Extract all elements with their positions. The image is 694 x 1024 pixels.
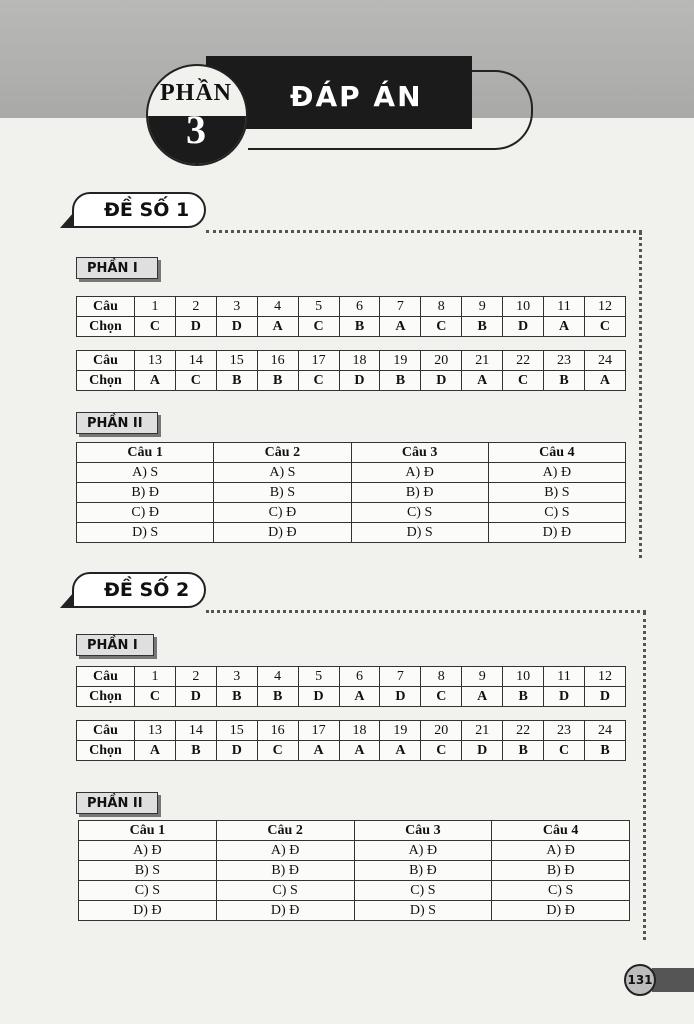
- table-row: [79, 841, 630, 861]
- answer-cell: B: [380, 371, 421, 391]
- truefalse-cell: B) S: [214, 483, 351, 503]
- answer-cell: A: [257, 317, 298, 337]
- truefalse-cell: A) S: [77, 463, 214, 483]
- answer-cell: D: [380, 687, 421, 707]
- question-number-cell: 6: [339, 667, 380, 687]
- answer-cell: A: [544, 317, 585, 337]
- answer-cell: C: [544, 741, 585, 761]
- answer-cell: B: [462, 317, 503, 337]
- section-2-border-right: [643, 612, 646, 940]
- table-row: [77, 371, 626, 391]
- truefalse-cell: C) S: [351, 503, 488, 523]
- question-number-cell: 5: [298, 297, 339, 317]
- question-number-cell: 13: [135, 721, 176, 741]
- truefalse-cell: D) Đ: [216, 901, 354, 921]
- answer-cell: D: [216, 317, 257, 337]
- truefalse-cell: C) S: [79, 881, 217, 901]
- question-number-cell: 12: [584, 297, 625, 317]
- question-number-cell: 1: [135, 297, 176, 317]
- question-number-cell: 23: [544, 351, 585, 371]
- question-number-cell: 24: [584, 351, 625, 371]
- answer-cell: D: [298, 687, 339, 707]
- row-header-question: Câu: [77, 297, 135, 317]
- truefalse-cell: D) Đ: [214, 523, 351, 543]
- answer-cell: D: [584, 687, 625, 707]
- table-header-row: [79, 821, 630, 841]
- answer-cell: C: [421, 317, 462, 337]
- table-row: [77, 317, 626, 337]
- table-row: [77, 721, 626, 741]
- truefalse-cell: C) Đ: [214, 503, 351, 523]
- table-row: [77, 687, 626, 707]
- section-2-part2-label: PHẦN II: [76, 792, 158, 814]
- column-header: Câu 3: [351, 443, 488, 463]
- question-number-cell: 10: [503, 297, 544, 317]
- question-number-cell: 8: [421, 297, 462, 317]
- truefalse-cell: A) Đ: [488, 463, 625, 483]
- answer-cell: A: [135, 741, 176, 761]
- table-row: [79, 881, 630, 901]
- question-number-cell: 3: [216, 297, 257, 317]
- page-number: 131: [624, 964, 656, 996]
- truefalse-cell: D) S: [351, 523, 488, 543]
- answer-cell: A: [584, 371, 625, 391]
- truefalse-cell: C) Đ: [77, 503, 214, 523]
- column-header: Câu 2: [214, 443, 351, 463]
- question-number-cell: 7: [380, 297, 421, 317]
- column-header: Câu 4: [488, 443, 625, 463]
- question-number-cell: 18: [339, 721, 380, 741]
- answer-cell: B: [257, 687, 298, 707]
- truefalse-cell: B) S: [488, 483, 625, 503]
- answer-cell: B: [216, 371, 257, 391]
- column-header: Câu 1: [77, 443, 214, 463]
- answer-cell: A: [462, 371, 503, 391]
- question-number-cell: 9: [462, 667, 503, 687]
- question-number-cell: 12: [584, 667, 625, 687]
- question-number-cell: 17: [298, 721, 339, 741]
- truefalse-cell: C) S: [216, 881, 354, 901]
- question-number-cell: 23: [544, 721, 585, 741]
- part-badge-number: 3: [186, 107, 206, 152]
- answer-cell: B: [175, 741, 216, 761]
- question-number-cell: 16: [257, 721, 298, 741]
- answer-cell: B: [584, 741, 625, 761]
- answer-cell: B: [257, 371, 298, 391]
- question-number-cell: 17: [298, 351, 339, 371]
- section-1-border-right: [639, 232, 642, 558]
- part-badge-label: PHẦN: [160, 80, 232, 106]
- row-header-choice: Chọn: [77, 371, 135, 391]
- answer-cell: D: [339, 371, 380, 391]
- row-header-choice: Chọn: [77, 317, 135, 337]
- truefalse-cell: C) S: [488, 503, 625, 523]
- truefalse-cell: A) Đ: [216, 841, 354, 861]
- question-number-cell: 18: [339, 351, 380, 371]
- section-1-answer-table-1: [76, 296, 626, 337]
- truefalse-cell: D) S: [354, 901, 492, 921]
- section-1-part2-label: PHẦN II: [76, 412, 158, 434]
- truefalse-cell: A) Đ: [79, 841, 217, 861]
- question-number-cell: 14: [175, 351, 216, 371]
- question-number-cell: 8: [421, 667, 462, 687]
- row-header-choice: Chọn: [77, 741, 135, 761]
- section-1-title: ĐỀ SỐ 1: [72, 192, 206, 228]
- page-title: ĐÁP ÁN: [290, 80, 423, 113]
- section-2-answer-table-1: [76, 666, 626, 707]
- table-row: [77, 741, 626, 761]
- answer-cell: C: [503, 371, 544, 391]
- answer-cell: C: [257, 741, 298, 761]
- table-row: [79, 861, 630, 881]
- truefalse-cell: A) Đ: [354, 841, 492, 861]
- question-number-cell: 16: [257, 351, 298, 371]
- table-row: [79, 901, 630, 921]
- table-row: [77, 351, 626, 371]
- section-1-answer-table-2: [76, 350, 626, 391]
- answer-cell: B: [216, 687, 257, 707]
- page-number-bar: [652, 968, 694, 992]
- answer-cell: A: [462, 687, 503, 707]
- answer-cell: C: [421, 687, 462, 707]
- answer-cell: D: [175, 317, 216, 337]
- section-1-truefalse-table: [76, 442, 626, 543]
- question-number-cell: 5: [298, 667, 339, 687]
- section-2-border-top: [206, 610, 646, 613]
- question-number-cell: 10: [503, 667, 544, 687]
- answer-cell: B: [503, 741, 544, 761]
- question-number-cell: 15: [216, 351, 257, 371]
- table-row: [77, 483, 626, 503]
- question-number-cell: 7: [380, 667, 421, 687]
- column-header: Câu 4: [492, 821, 630, 841]
- answer-cell: C: [175, 371, 216, 391]
- answer-cell: A: [339, 687, 380, 707]
- truefalse-cell: D) S: [77, 523, 214, 543]
- answer-cell: A: [380, 317, 421, 337]
- answer-cell: C: [584, 317, 625, 337]
- truefalse-cell: C) S: [354, 881, 492, 901]
- question-number-cell: 11: [544, 297, 585, 317]
- truefalse-cell: B) Đ: [77, 483, 214, 503]
- question-number-cell: 14: [175, 721, 216, 741]
- question-number-cell: 19: [380, 351, 421, 371]
- section-2-title: ĐỀ SỐ 2: [72, 572, 206, 608]
- row-header-question: Câu: [77, 667, 135, 687]
- table-header-row: [77, 443, 626, 463]
- section-2-part1-label: PHẦN I: [76, 634, 154, 656]
- section-1-border-top: [206, 230, 642, 233]
- answer-cell: D: [175, 687, 216, 707]
- answer-cell: C: [421, 741, 462, 761]
- question-number-cell: 19: [380, 721, 421, 741]
- question-number-cell: 9: [462, 297, 503, 317]
- truefalse-cell: D) Đ: [492, 901, 630, 921]
- truefalse-cell: B) Đ: [492, 861, 630, 881]
- answer-cell: D: [216, 741, 257, 761]
- table-row: [77, 463, 626, 483]
- question-number-cell: 20: [421, 721, 462, 741]
- answer-cell: C: [135, 317, 176, 337]
- answer-cell: C: [298, 317, 339, 337]
- column-header: Câu 2: [216, 821, 354, 841]
- table-row: [77, 503, 626, 523]
- question-number-cell: 22: [503, 351, 544, 371]
- answer-cell: B: [503, 687, 544, 707]
- answer-cell: B: [544, 371, 585, 391]
- question-number-cell: 1: [135, 667, 176, 687]
- answer-cell: D: [421, 371, 462, 391]
- row-header-question: Câu: [77, 721, 135, 741]
- question-number-cell: 22: [503, 721, 544, 741]
- table-row: [77, 297, 626, 317]
- truefalse-cell: A) Đ: [351, 463, 488, 483]
- truefalse-cell: D) Đ: [488, 523, 625, 543]
- question-number-cell: 6: [339, 297, 380, 317]
- answer-cell: A: [339, 741, 380, 761]
- column-header: Câu 3: [354, 821, 492, 841]
- answer-cell: C: [298, 371, 339, 391]
- truefalse-cell: B) Đ: [354, 861, 492, 881]
- answer-cell: C: [135, 687, 176, 707]
- question-number-cell: 2: [175, 297, 216, 317]
- answer-cell: A: [298, 741, 339, 761]
- answer-cell: A: [135, 371, 176, 391]
- question-number-cell: 2: [175, 667, 216, 687]
- question-number-cell: 3: [216, 667, 257, 687]
- question-number-cell: 20: [421, 351, 462, 371]
- question-number-cell: 15: [216, 721, 257, 741]
- table-row: [77, 667, 626, 687]
- question-number-cell: 4: [257, 667, 298, 687]
- truefalse-cell: C) S: [492, 881, 630, 901]
- truefalse-cell: B) Đ: [351, 483, 488, 503]
- answer-cell: D: [462, 741, 503, 761]
- answer-cell: A: [380, 741, 421, 761]
- truefalse-cell: B) S: [79, 861, 217, 881]
- question-number-cell: 13: [135, 351, 176, 371]
- section-2-truefalse-table: [78, 820, 630, 921]
- truefalse-cell: A) S: [214, 463, 351, 483]
- question-number-cell: 24: [584, 721, 625, 741]
- answer-cell: B: [339, 317, 380, 337]
- answer-cell: D: [544, 687, 585, 707]
- truefalse-cell: D) Đ: [79, 901, 217, 921]
- row-header-choice: Chọn: [77, 687, 135, 707]
- answer-cell: D: [503, 317, 544, 337]
- question-number-cell: 11: [544, 667, 585, 687]
- column-header: Câu 1: [79, 821, 217, 841]
- question-number-cell: 21: [462, 721, 503, 741]
- row-header-question: Câu: [77, 351, 135, 371]
- table-row: [77, 523, 626, 543]
- section-1-part1-label: PHẦN I: [76, 257, 158, 279]
- section-2-answer-table-2: [76, 720, 626, 761]
- truefalse-cell: A) Đ: [492, 841, 630, 861]
- question-number-cell: 4: [257, 297, 298, 317]
- question-number-cell: 21: [462, 351, 503, 371]
- truefalse-cell: B) Đ: [216, 861, 354, 881]
